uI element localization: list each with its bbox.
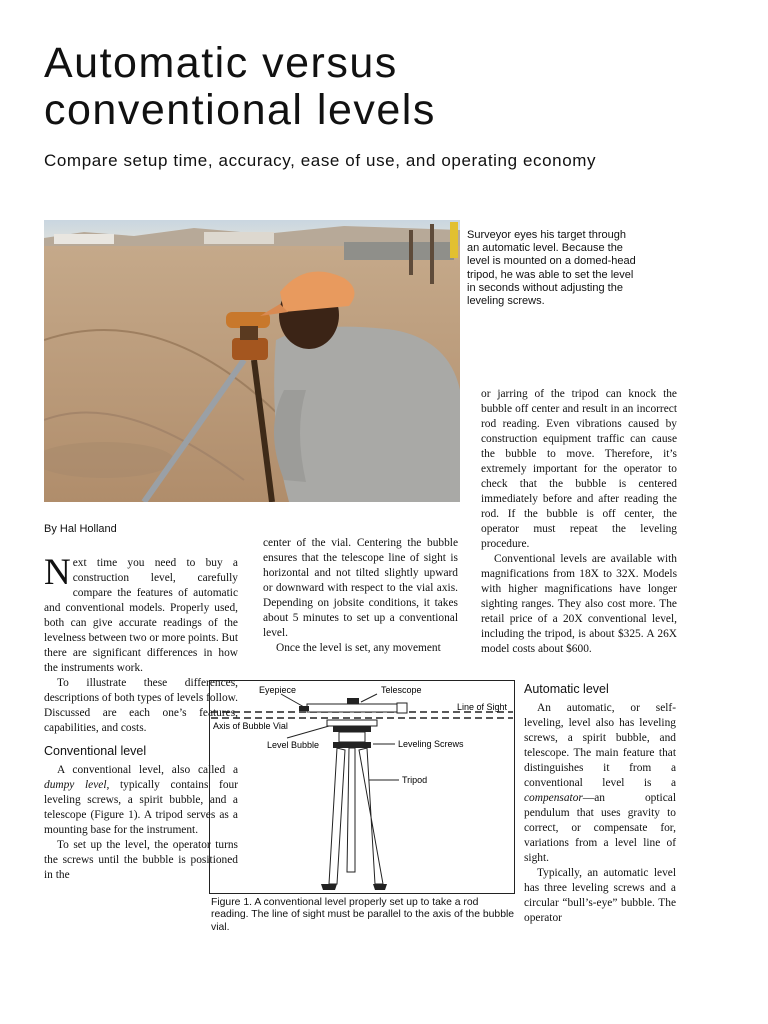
level-bubble-vial [327, 720, 377, 726]
article-title: Automatic versus conventional levels [44, 39, 436, 134]
level-diagram [209, 680, 515, 894]
drop-cap: N [44, 552, 71, 593]
paragraph: Once the level is set, any movement [276, 642, 441, 654]
intro-text: ext time you need to buy a construction level, carefully compare the features of automatic and conventional models. Properly used, both can give accurate readings of the levelness between two or more points. But there are significant differences in how the instruments work. [44, 557, 238, 674]
text-run: An automatic, or self-leveling, level also has leveling screws, a spirit bubble, and telescope. The main feature that distinguishes it from a conventional level is a [524, 702, 676, 789]
heading-conventional-level: Conventional level [44, 744, 147, 758]
label-eyepiece: Eyepiece [259, 685, 297, 695]
body-column-3 [481, 387, 677, 657]
text-run: typically contains four leveling screws, a spirit bubble, and a telescope (Figure 1). A tripod serves as a mounting base for the instrument. [44, 779, 238, 836]
byline: By Hal Holland [44, 523, 117, 535]
surveyor-photo-illustration [44, 220, 460, 502]
telescope-body [307, 704, 399, 712]
leveling-screws [333, 742, 371, 748]
emphasis-text: dumpy level, [44, 779, 110, 791]
paragraph: To illustrate these differences, descriptions of both types of levels follow. Discussed are each one’s features, capabilities, and costs. [44, 677, 238, 734]
label-telescope: Telescope [381, 685, 422, 695]
label-tripod: Tripod [402, 775, 428, 785]
figure-1-diagram [209, 680, 515, 894]
label-level-bubble: Level Bubble [267, 740, 320, 750]
article-subtitle: Compare setup time, accuracy, ease of use, and operating economy [44, 151, 597, 170]
paragraph: Typically, an automatic level has three leveling screws and a circular “bull’s-eye” bubble. The operator [524, 867, 676, 924]
heading-automatic-level: Automatic level [524, 682, 609, 696]
paragraph: center of the vial. Centering the bubble ensures that the telescope line of sight is horizontal and not tilted slightly upward or downward with respect to the vial axis. Depending on jobsite conditions, it takes about 5 minutes to set up a conventional level. [263, 537, 458, 639]
tripod-leg-center [347, 748, 355, 872]
photo-caption: Surveyor eyes his target through an automatic level. Because the level is mounted on a domed-head tripod, he was able to set the level in seconds without adjusting the leveling screws. [467, 229, 636, 308]
paragraph: or jarring of the tripod can knock the bubble off center and result in an incorrect rod reading. Even vibrations caused by construction equipment traffic can cause the bubble to move. Therefore, it’s extremely important for the operator to check that the bubble is centered immediately before and after reading the rod. If the bubble is off center, the operator must repeat the leveling procedure. [481, 388, 677, 550]
paragraph [524, 701, 676, 866]
body-column-4 [524, 682, 676, 926]
tripod-leg-right [359, 748, 383, 884]
body-column-2 [263, 536, 458, 656]
text-run: A conventional level, also called a [57, 764, 238, 776]
surveyor-photo [44, 220, 460, 502]
label-line-of-sight: Line of Sight [457, 702, 508, 712]
label-axis-of-bubble-vial: Axis of Bubble Vial [213, 721, 288, 731]
text-run: —an optical pendulum that uses gravity to correct, or compensate for, variations from a level line of sight. [524, 792, 676, 864]
label-leveling-screws: Leveling Screws [398, 739, 464, 749]
paragraph: To set up the level, the operator turns the screws until the bubble is positioned in the [44, 839, 238, 881]
emphasis-text: compensator [524, 792, 583, 804]
figure-caption: Figure 1. A conventional level properly set up to take a rod reading. The line of sight must be parallel to the axis of the bubble vial. [211, 897, 515, 933]
paragraph: Conventional levels are available with magnifications from 18X to 32X. Models with higher magnifications have longer sighting ranges. They also cost more. The retail price of a 20X conventional level, including the tripod, is about $325. A 26X model costs about $600. [481, 553, 677, 655]
tripod-leg-left [329, 748, 345, 884]
intro-paragraph [44, 552, 238, 676]
